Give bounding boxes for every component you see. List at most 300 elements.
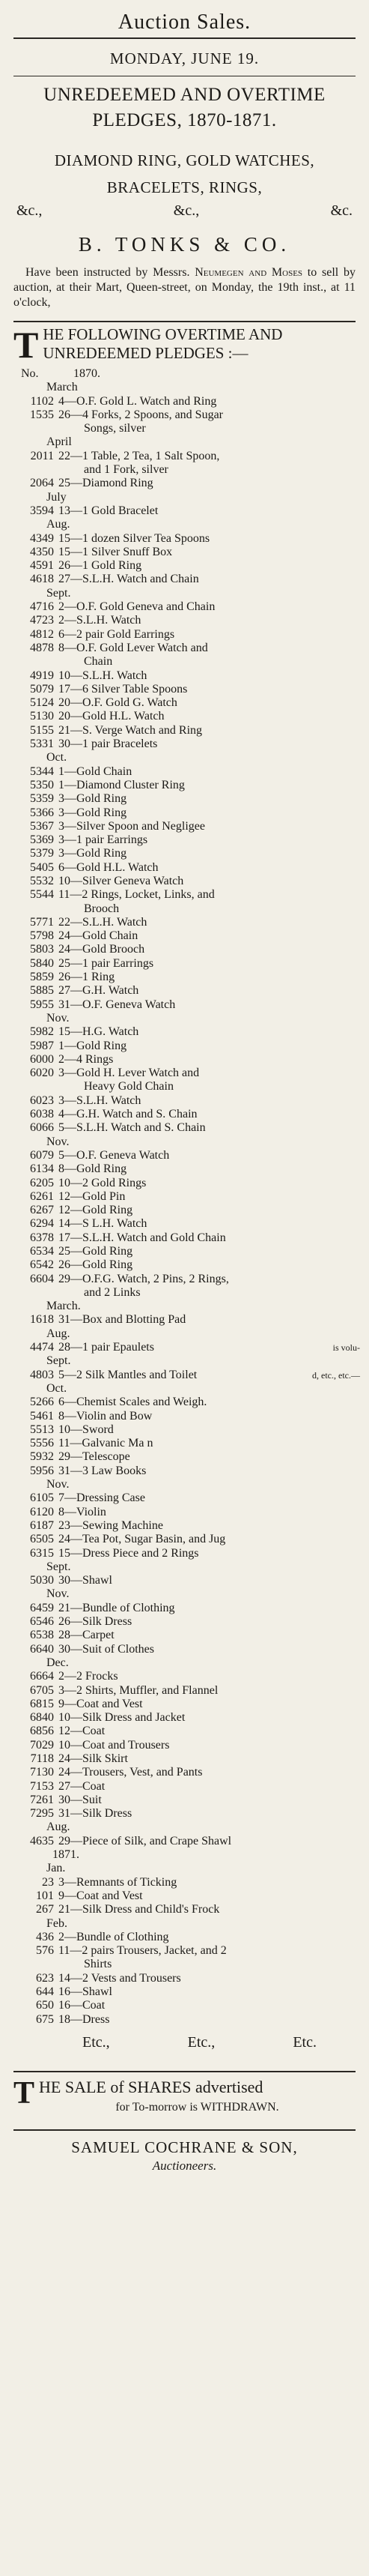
pledge-description: 11—Galvanic Ma n xyxy=(58,1437,153,1450)
pledge-number: 5366 xyxy=(30,806,54,819)
pledge-item xyxy=(13,1108,356,1121)
pledge-description: 29—Piece of Silk, and Crape Shawl xyxy=(58,1834,232,1847)
pledge-description: 31—Silk Dress xyxy=(58,1807,132,1821)
pledge-item xyxy=(13,1149,356,1162)
pledge-description: 15—H.G. Watch xyxy=(58,1025,139,1039)
pledge-number: 4618 xyxy=(30,573,54,586)
pledge-item xyxy=(13,984,356,998)
pledge-description: 20—Gold H.L. Watch xyxy=(58,710,165,723)
pledge-item xyxy=(13,1889,356,1903)
pledge-number: 6020 xyxy=(30,1067,54,1080)
pledge-number: 6105 xyxy=(30,1491,54,1505)
pledge-description: 8—Gold Ring xyxy=(58,1162,127,1176)
pledge-description: 21—Silk Dress and Child's Frock xyxy=(58,1903,220,1916)
notice-rule xyxy=(13,2071,356,2072)
pledge-description: 3—1 pair Earrings xyxy=(58,833,148,847)
pledge-description: 27—G.H. Watch xyxy=(58,984,139,998)
pledge-item xyxy=(13,1876,356,1889)
pledge-description: 27—Coat xyxy=(58,1779,106,1793)
pledge-number: 5771 xyxy=(30,915,54,929)
pledge-description: 31—3 Law Books xyxy=(58,1464,147,1477)
advert-headline: UNREDEEMED AND OVERTIME PLEDGES, 1870-1871. xyxy=(43,85,326,130)
pledge-continuation: and 1 Fork, silver xyxy=(84,463,168,477)
pledge-description: 6—Gold H.L. Watch xyxy=(58,860,159,874)
pledge-description: 10—Coat and Trousers xyxy=(58,1738,170,1752)
notice-drop-cap: T xyxy=(13,2075,35,2111)
pledge-description: 7—Dressing Case xyxy=(58,1491,145,1505)
pledge-number: 5955 xyxy=(30,998,54,1011)
list-header-no: No. xyxy=(21,367,39,380)
pledge-number: 5079 xyxy=(30,682,54,696)
pledge-description: 2—Bundle of Clothing xyxy=(58,1930,169,1943)
pledge-number: 5367 xyxy=(30,819,54,833)
pledge-description: 31—Box and Blotting Pad xyxy=(58,1313,186,1327)
pledge-description: 5—S.L.H. Watch and S. Chain xyxy=(58,1121,206,1135)
pledge-number: 7153 xyxy=(30,1779,54,1793)
pledge-item xyxy=(13,1190,356,1204)
pledge-item xyxy=(13,1931,356,1944)
pledge-item xyxy=(13,1450,356,1464)
pledge-item xyxy=(13,1519,356,1533)
pledge-description: 9—Coat and Vest xyxy=(58,1889,143,1902)
pledge-item xyxy=(13,1999,356,2012)
month-heading: Jan. xyxy=(46,1862,66,1875)
pledge-item xyxy=(13,408,356,422)
pledge-description: 8—O.F. Gold Lever Watch and xyxy=(58,641,208,654)
pledge-item xyxy=(13,1396,356,1409)
pledge-item xyxy=(13,888,356,902)
pledge-number: 267 xyxy=(36,1903,54,1916)
pledge-number: 6038 xyxy=(30,1108,54,1121)
list-header xyxy=(13,367,356,381)
pledge-number: 5359 xyxy=(30,792,54,806)
pledge-number: 650 xyxy=(36,1999,54,2012)
pledge-item xyxy=(13,1410,356,1423)
pledge-number: 623 xyxy=(36,1971,54,1985)
pledge-item xyxy=(13,833,356,847)
pledge-item xyxy=(13,1368,360,1382)
pledge-number: 6664 xyxy=(30,1670,54,1683)
pledge-description: 1—Gold Chain xyxy=(58,764,132,778)
firm-name: SAMUEL COCHRANE & SON, xyxy=(71,2138,298,2156)
pledge-item xyxy=(13,847,356,860)
pledge-item xyxy=(13,614,356,627)
pledge-description: 3—S.L.H. Watch xyxy=(58,1094,141,1107)
etc-2: &c., xyxy=(173,202,200,219)
pledge-number: 4350 xyxy=(30,545,54,558)
etc-end-1: Etc., xyxy=(82,2033,110,2051)
pledge-description: 25—Diamond Ring xyxy=(58,477,153,490)
pledge-item xyxy=(13,724,356,737)
pledge-description: 30—Shawl xyxy=(58,1574,112,1587)
pledge-number: 4812 xyxy=(30,627,54,641)
pledge-number: 101 xyxy=(36,1889,54,1902)
pledge-description: 11—2 pairs Trousers, Jacket, and 2 xyxy=(58,1944,227,1958)
pledge-description: 25—Gold Ring xyxy=(58,1245,133,1258)
pledge-description: 6—Chemist Scales and Weigh. xyxy=(58,1396,207,1409)
etc-row xyxy=(13,202,356,220)
pledge-item xyxy=(13,1437,356,1450)
pledge-description: 3—Gold Ring xyxy=(58,792,127,806)
pledge-description: 24—Silk Skirt xyxy=(58,1752,128,1765)
intro-text-1: Have been instructed by Messrs. xyxy=(25,266,195,279)
pledge-item xyxy=(13,559,356,573)
pledge-description: 10—Silk Dress and Jacket xyxy=(58,1711,186,1725)
pledge-description: 3—2 Shirts, Muffler, and Flannel xyxy=(58,1683,219,1697)
month-heading: Feb. xyxy=(46,1916,67,1930)
pledge-number: 6066 xyxy=(30,1121,54,1135)
lead-text: HE FOLLOWING OVERTIME AND UNREDEEMED PLEDGES :— xyxy=(43,325,283,362)
pledge-item xyxy=(13,1794,356,1807)
pledge-number: 5369 xyxy=(30,833,54,847)
pledge-description: 28—1 pair Epaulets xyxy=(58,1341,154,1354)
pledge-item xyxy=(13,1972,356,1985)
pledge-number: 6546 xyxy=(30,1615,54,1629)
pledge-description: 4—G.H. Watch and S. Chain xyxy=(58,1108,198,1121)
margin-fragment: is volu- xyxy=(332,1342,360,1354)
pledge-description: 27—S.L.H. Watch and Chain xyxy=(58,573,199,586)
month-heading: July xyxy=(46,490,67,504)
pledge-number: 6542 xyxy=(30,1258,54,1272)
pledge-item xyxy=(13,1629,356,1642)
pledge-number: 2011 xyxy=(30,449,54,462)
pledge-description: 15—1 dozen Silver Tea Spoons xyxy=(58,531,210,545)
etc-1: &c., xyxy=(16,202,43,219)
pledge-continuation: Brooch xyxy=(84,902,120,915)
pledge-number: 6538 xyxy=(30,1629,54,1642)
pledge-continuation: Shirts xyxy=(84,1958,112,1971)
notice-subtext: for To-morrow is WITHDRAWN. xyxy=(115,2100,279,2114)
pledge-number: 5885 xyxy=(30,984,54,998)
pledge-item xyxy=(13,628,356,642)
pledges-lead xyxy=(13,324,356,366)
section-title: Auction Sales. xyxy=(118,10,251,34)
pledge-item xyxy=(13,1547,356,1560)
pledge-number: 436 xyxy=(36,1930,54,1943)
pledge-description: 30—Suit xyxy=(58,1793,102,1806)
pledge-item xyxy=(13,1698,356,1711)
pledge-item xyxy=(13,1273,356,1286)
pledge-item xyxy=(13,1533,356,1546)
pledge-number: 6856 xyxy=(30,1725,54,1738)
pledge-description: 3—Remnants of Ticking xyxy=(58,1875,177,1889)
pledge-description: 3—Gold H. Lever Watch and xyxy=(58,1067,200,1080)
pledge-number: 576 xyxy=(36,1944,54,1958)
pledge-number: 4349 xyxy=(30,531,54,545)
pledge-item xyxy=(13,806,356,820)
pledge-description: 26—1 Ring xyxy=(58,971,115,984)
pledge-continuation: and 2 Links xyxy=(84,1285,141,1299)
pledge-item xyxy=(13,1725,356,1738)
pledge-number: 1535 xyxy=(30,408,54,421)
pledge-number: 5798 xyxy=(30,929,54,943)
pledge-item xyxy=(13,532,356,546)
pledge-list xyxy=(13,367,360,2027)
pledge-number: 5266 xyxy=(30,1396,54,1409)
pledge-number: 6640 xyxy=(30,1642,54,1656)
pledge-item xyxy=(13,696,356,710)
pledge-item xyxy=(13,1465,356,1478)
month-heading: Nov. xyxy=(46,1011,70,1025)
pledge-description: 3—Gold Ring xyxy=(58,806,127,819)
pledge-number: 5405 xyxy=(30,860,54,874)
pledge-description: 18—Dress xyxy=(58,2012,110,2026)
pledge-item xyxy=(13,1121,356,1135)
pledge-item xyxy=(13,1040,356,1053)
pledge-item xyxy=(13,1204,356,1217)
pledge-description: 26—1 Gold Ring xyxy=(58,559,142,573)
pledge-number: 6604 xyxy=(30,1272,54,1285)
pledge-number: 4474 xyxy=(30,1341,54,1354)
pledge-description: 23—Sewing Machine xyxy=(58,1518,163,1532)
pledge-item xyxy=(13,737,356,751)
pledge-number: 6534 xyxy=(30,1245,54,1258)
pledge-description: 25—1 pair Earrings xyxy=(58,956,154,970)
pledge-item xyxy=(13,395,356,408)
pledge-number: 4919 xyxy=(30,669,54,682)
pledge-number: 6294 xyxy=(30,1217,54,1231)
pledge-number: 5461 xyxy=(30,1409,54,1423)
month-heading: Sept. xyxy=(46,1560,71,1573)
pledge-item xyxy=(13,1602,356,1615)
pledge-item xyxy=(13,875,356,888)
pledge-number: 6120 xyxy=(30,1505,54,1518)
pledge-number: 7295 xyxy=(30,1807,54,1821)
pledge-number: 644 xyxy=(36,1985,54,1999)
pledge-number: 23 xyxy=(42,1875,54,1889)
pledge-description: 30—Suit of Clothes xyxy=(58,1642,155,1656)
pledge-description: 4—O.F. Gold L. Watch and Ring xyxy=(58,394,217,408)
pledge-number: 7261 xyxy=(30,1793,54,1806)
pledge-number: 5513 xyxy=(30,1423,54,1436)
pledge-number: 7118 xyxy=(30,1752,54,1765)
month-heading: Sept. xyxy=(46,586,71,600)
pledge-item xyxy=(13,1506,356,1519)
pledge-item xyxy=(13,1217,356,1231)
pledge-continuation: Chain xyxy=(84,655,113,669)
pledge-description: 2—4 Rings xyxy=(58,1052,114,1066)
pledge-item xyxy=(13,1491,356,1505)
pledge-description: 10—S.L.H. Watch xyxy=(58,669,147,682)
pledge-item xyxy=(13,1766,356,1779)
year-heading: 1871. xyxy=(52,1848,79,1862)
pledge-description: 16—Shawl xyxy=(58,1985,112,1999)
pledge-number: 5987 xyxy=(30,1039,54,1052)
pledge-number: 5956 xyxy=(30,1464,54,1477)
month-heading: Oct. xyxy=(46,751,67,764)
pledge-item xyxy=(13,1231,356,1245)
pledge-number: 675 xyxy=(36,2012,54,2026)
pledge-number: 7130 xyxy=(30,1766,54,1779)
pledge-description: 1—Gold Ring xyxy=(58,1039,127,1052)
pledge-description: 15—Dress Piece and 2 Rings xyxy=(58,1546,199,1560)
pledge-number: 5350 xyxy=(30,778,54,791)
pledge-continuation: Songs, silver xyxy=(84,422,146,435)
pledge-description: 14—2 Vests and Trousers xyxy=(58,1971,181,1985)
pledge-number: 6505 xyxy=(30,1533,54,1546)
pledge-item xyxy=(13,1739,356,1752)
pledge-item xyxy=(13,1643,356,1656)
pledge-number: 5155 xyxy=(30,723,54,737)
pledge-number: 4716 xyxy=(30,600,54,614)
firm-role: Auctioneers. xyxy=(152,2158,217,2173)
pledge-description: 8—Violin and Bow xyxy=(58,1409,153,1423)
month-heading: Aug. xyxy=(46,1821,70,1834)
month-heading: Dec. xyxy=(46,1656,69,1669)
pledge-number: 4723 xyxy=(30,614,54,627)
pledge-item xyxy=(13,683,356,696)
pledge-number: 5124 xyxy=(30,696,54,710)
month-heading: Nov. xyxy=(46,1478,70,1491)
pledge-item xyxy=(13,1670,356,1683)
pledge-item xyxy=(13,957,356,971)
pledge-description: 1—Diamond Cluster Ring xyxy=(58,778,185,791)
pledge-item xyxy=(13,1574,356,1587)
pledge-item xyxy=(13,504,356,518)
pledge-description: 29—O.F.G. Watch, 2 Pins, 2 Rings, xyxy=(58,1272,229,1285)
pledge-number: 6000 xyxy=(30,1052,54,1066)
pledge-description: 12—Gold Ring xyxy=(58,1204,133,1217)
pledge-item xyxy=(13,1903,356,1916)
pledge-description: 24—Gold Chain xyxy=(58,929,138,943)
sale-date: MONDAY, JUNE 19. xyxy=(109,49,260,67)
pledge-number: 5932 xyxy=(30,1450,54,1464)
pledge-item xyxy=(13,792,356,806)
pledge-description: 13—1 Gold Bracelet xyxy=(58,504,159,517)
pledge-item xyxy=(13,998,356,1012)
pledge-description: 17—S.L.H. Watch and Gold Chain xyxy=(58,1231,226,1244)
pledge-item xyxy=(13,1258,356,1272)
pledge-item xyxy=(13,779,356,792)
pledge-item xyxy=(13,450,356,463)
month-heading: March. xyxy=(46,1300,81,1313)
pledge-item xyxy=(13,929,356,943)
pledge-item xyxy=(13,669,356,683)
pledge-number: 5344 xyxy=(30,764,54,778)
pledge-description: 30—1 pair Bracelets xyxy=(58,737,158,751)
pledge-number: 6705 xyxy=(30,1683,54,1697)
month-heading: April xyxy=(46,435,72,449)
etc-footer xyxy=(13,2034,356,2051)
pledge-item xyxy=(13,1053,356,1067)
pledge-description: 9—Coat and Vest xyxy=(58,1697,143,1710)
pledge-description: 2—S.L.H. Watch xyxy=(58,614,141,627)
pledge-item xyxy=(13,1711,356,1725)
pledge-description: 24—Gold Brooch xyxy=(58,943,145,956)
pledge-description: 26—4 Forks, 2 Spoons, and Sugar xyxy=(58,408,224,421)
pledge-description: 21—S. Verge Watch and Ring xyxy=(58,723,203,737)
pledge-number: 3594 xyxy=(30,504,54,517)
pledge-number: 5859 xyxy=(30,971,54,984)
pledge-description: 28—Carpet xyxy=(58,1629,115,1642)
pledge-item xyxy=(13,1780,356,1794)
pledge-description: 21—Bundle of Clothing xyxy=(58,1601,175,1614)
pledge-number: 4635 xyxy=(30,1834,54,1847)
pledge-description: 26—Gold Ring xyxy=(58,1258,133,1272)
pledge-description: 3—Gold Ring xyxy=(58,847,127,860)
pledge-description: 22—S.L.H. Watch xyxy=(58,915,147,929)
pledge-item xyxy=(13,1807,356,1821)
pledge-description: 24—Tea Pot, Sugar Basin, and Jug xyxy=(58,1533,226,1546)
month-heading: Nov. xyxy=(46,1587,70,1601)
etc-3: &c. xyxy=(330,202,353,219)
pledge-number: 5803 xyxy=(30,943,54,956)
pledge-number: 6079 xyxy=(30,1148,54,1162)
pledge-description: 15—1 Silver Snuff Box xyxy=(58,545,173,558)
pledge-number: 6205 xyxy=(30,1176,54,1189)
pledge-number: 1102 xyxy=(30,394,54,408)
pledge-description: 20—O.F. Gold G. Watch xyxy=(58,696,177,710)
pledge-item xyxy=(13,1944,356,1958)
pledge-description: 12—Gold Pin xyxy=(58,1189,126,1203)
pledge-description: 11—2 Rings, Locket, Links, and xyxy=(58,888,215,902)
pledge-item xyxy=(13,1615,356,1629)
list-header-year: 1870. xyxy=(73,367,100,380)
month-heading: Aug. xyxy=(46,1327,70,1340)
pledge-description: 24—Trousers, Vest, and Pants xyxy=(58,1766,203,1779)
pledge-item xyxy=(13,2013,356,2027)
month-heading: March xyxy=(46,381,78,394)
month-heading: Oct. xyxy=(46,1381,67,1395)
firm-rule xyxy=(13,2129,356,2131)
pledge-description: 10—Silver Geneva Watch xyxy=(58,874,184,887)
pledge-item xyxy=(13,1245,356,1258)
pledge-description: 12—Coat xyxy=(58,1725,106,1738)
lead-rule xyxy=(13,321,356,322)
pledge-number: 6134 xyxy=(30,1162,54,1176)
pledge-item xyxy=(13,916,356,929)
pledge-item xyxy=(13,1835,356,1848)
pledge-item xyxy=(13,1684,356,1698)
pledge-number: 5532 xyxy=(30,874,54,887)
pledge-number: 4803 xyxy=(30,1368,54,1381)
pledge-number: 5840 xyxy=(30,956,54,970)
pledge-description: 6—2 pair Gold Earrings xyxy=(58,627,175,641)
pledge-item xyxy=(13,1177,356,1190)
intro-paragraph xyxy=(13,265,356,310)
pledge-number: 6315 xyxy=(30,1546,54,1560)
pledge-number: 5030 xyxy=(30,1574,54,1587)
pledge-number: 5130 xyxy=(30,710,54,723)
pledge-description: 10—Sword xyxy=(58,1423,114,1436)
notice-text: HE SALE of SHARES advertised xyxy=(39,2077,263,2096)
margin-fragment: d, etc., etc.— xyxy=(312,1369,360,1381)
pledge-number: 6459 xyxy=(30,1601,54,1614)
pledge-item xyxy=(13,1985,356,1999)
pledge-item xyxy=(13,600,356,614)
pledge-item xyxy=(13,1341,360,1354)
pledge-description: 26—Silk Dress xyxy=(58,1615,132,1629)
pledge-number: 4878 xyxy=(30,641,54,654)
pledge-item xyxy=(13,943,356,956)
pledge-description: 14—S L.H. Watch xyxy=(58,1217,147,1231)
pledge-number: 5331 xyxy=(30,737,54,751)
pledge-item xyxy=(13,546,356,559)
pledge-description: 5—O.F. Geneva Watch xyxy=(58,1148,170,1162)
pledge-number: 4591 xyxy=(30,559,54,573)
pledge-description: 29—Telescope xyxy=(58,1450,130,1464)
pledge-number: 6378 xyxy=(30,1231,54,1244)
pledge-item xyxy=(13,1067,356,1080)
month-heading: Nov. xyxy=(46,1135,70,1148)
pledge-description: 8—Violin xyxy=(58,1505,106,1518)
pledge-description: 22—1 Table, 2 Tea, 1 Salt Spoon, xyxy=(58,449,220,462)
month-heading: Aug. xyxy=(46,518,70,531)
pledge-number: 6267 xyxy=(30,1204,54,1217)
etc-end-2: Etc., xyxy=(187,2033,216,2051)
pledge-number: 6815 xyxy=(30,1697,54,1710)
auctioneer-name: B. TONKS & CO. xyxy=(78,233,291,256)
